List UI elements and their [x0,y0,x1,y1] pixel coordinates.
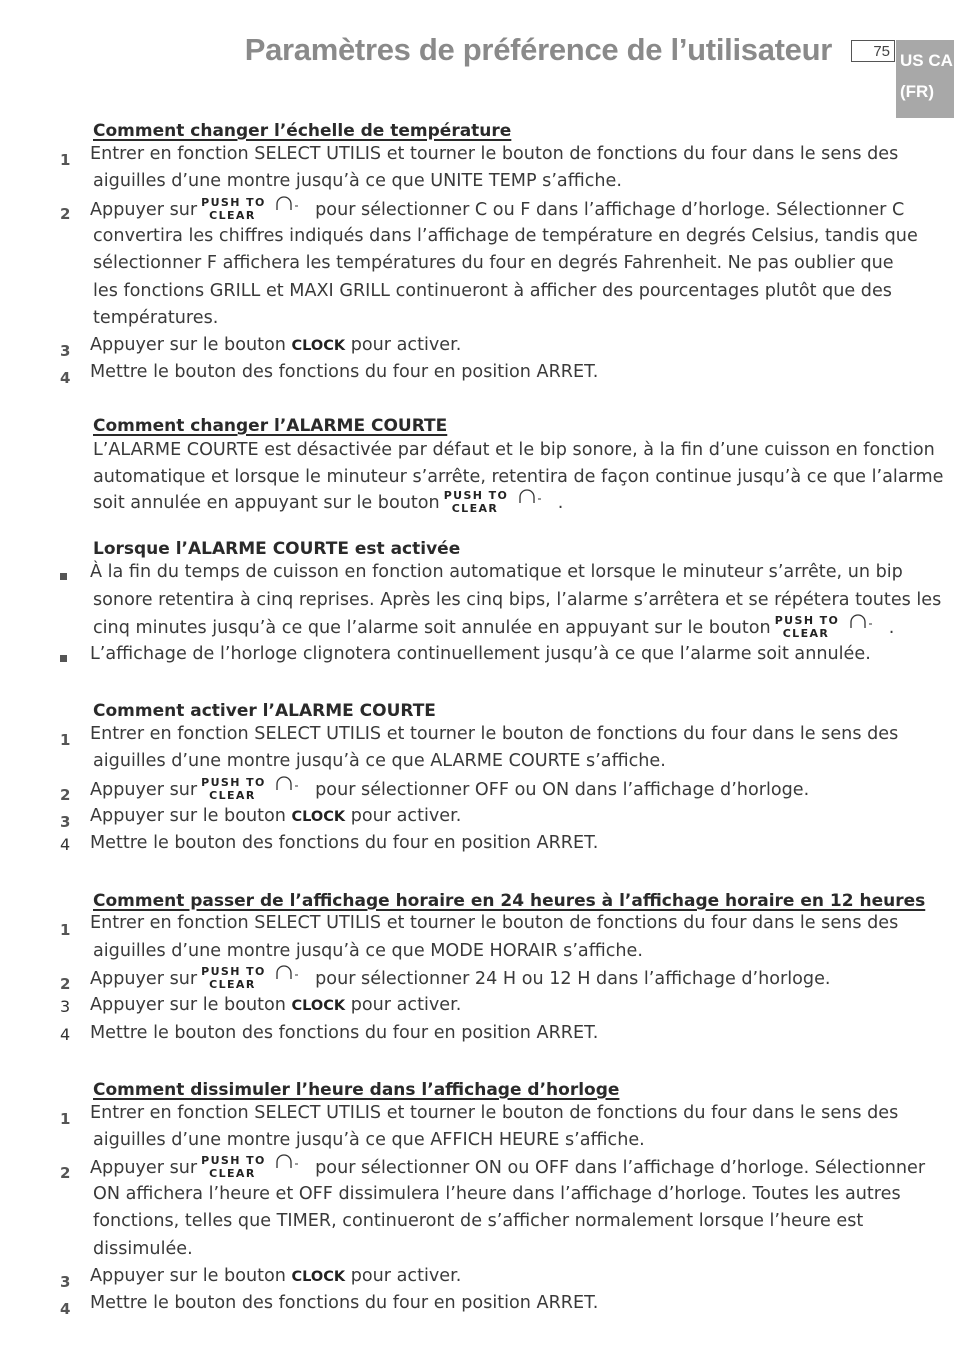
bullet-text: À la fin du temps de cuisson en fonction automatique et lorsque le minuteur s’arrête, un bip [90,562,903,582]
step-text: les fonctions GRILL et MAXI GRILL continueront à afficher des pourcentages plutôt que des [93,281,892,301]
bullet-marker [60,573,67,580]
step-text: aiguilles d’une montre jusqu’à ce que MODE HORAIR s’affiche. [93,941,643,961]
step-text: Appuyer sur PUSH TO CLEAR pour sélectionner C ou F dans l’affichage d’horloge. Sélectionner C [90,196,905,222]
step-text: Appuyer sur PUSH TO CLEAR pour sélectionner 24 H ou 12 H dans l’affichage d’horloge. [90,965,831,991]
step-number: 4 [60,369,71,387]
page-number: 75 [851,40,895,62]
step-text: Mettre le bouton des fonctions du four en position ARRET. [90,1023,599,1043]
step-number: 1 [60,1110,71,1128]
section-heading-temperature-scale: Comment changer l’échelle de température [93,121,512,141]
paragraph-text: L’ALARME COURTE est désactivée par défaut et le bip sonore, à la fin d’une cuisson en fonction [93,440,935,460]
step-text: Appuyer sur le bouton CLOCK pour activer. [90,335,462,355]
step-text: convertira les chiffres indiqués dans l’affichage de température en degrés Celsius, tandis que [93,226,918,246]
step-text: Appuyer sur PUSH TO CLEAR pour sélectionner ON ou OFF dans l’affichage d’horloge. Sélectionner [90,1154,926,1180]
step-text: ON affichera l’heure et OFF dissimulera l’heure dans l’affichage d’horloge. Toutes les autres [93,1184,901,1204]
step-text: températures. [93,308,219,328]
section-heading-activate-short-alarm: Comment activer l’ALARME COURTE [93,701,436,721]
step-text: aiguilles d’une montre jusqu’à ce que ALARME COURTE s’affiche. [93,751,666,771]
push-to-clear-icon: PUSH TO CLEAR [201,965,311,993]
push-to-clear-icon: PUSH TO CLEAR [444,489,554,517]
bullet-text: cinq minutes jusqu’à ce que l’alarme soit annulée en appuyant sur le bouton PUSH TO CLEAR . [93,614,895,640]
step-number: 2 [60,1164,71,1182]
region-tab [896,40,954,118]
step-number: 3 [60,342,71,360]
step-text: Mettre le bouton des fonctions du four en position ARRET. [90,362,599,382]
step-number: 4 [60,1025,71,1044]
push-to-clear-icon: PUSH TO CLEAR [775,614,885,642]
section-heading-change-short-alarm: Comment changer l’ALARME COURTE [93,416,448,436]
push-to-clear-icon: PUSH TO CLEAR [201,1154,311,1182]
step-number: 3 [60,1273,71,1291]
step-text: Entrer en fonction SELECT UTILIS et tourner le bouton de fonctions du four dans le sens des [90,1103,899,1123]
clock-button-label: CLOCK [291,1269,346,1285]
clock-button-label: CLOCK [291,998,346,1014]
bullet-text: L’affichage de l’horloge clignotera continuellement jusqu’à ce que l’alarme soit annulée. [90,644,871,664]
page-title: Paramètres de préférence de l’utilisateur [244,32,832,67]
bullet-marker [60,655,67,662]
step-number: 2 [60,205,71,223]
bullet-text: sonore retentira à cinq reprises. Après les cinq bips, l’alarme s’arrêtera et se répétera toutes les [93,590,942,610]
push-to-clear-icon: PUSH TO CLEAR [201,196,311,224]
step-text: Appuyer sur PUSH TO CLEAR pour sélectionner OFF ou ON dans l’affichage d’horloge. [90,776,810,802]
step-number: 4 [60,835,71,854]
step-text: Entrer en fonction SELECT UTILIS et tourner le bouton de fonctions du four dans le sens des [90,144,899,164]
step-number: 2 [60,786,71,804]
step-text: dissimulée. [93,1239,193,1259]
step-text: aiguilles d’une montre jusqu’à ce que UNITE TEMP s’affiche. [93,171,622,191]
step-text: Appuyer sur le bouton CLOCK pour activer. [90,995,462,1015]
section-heading-hide-time: Comment dissimuler l’heure dans l’affichage d’horloge [93,1080,620,1100]
step-text: fonctions, telles que TIMER, continueront de s’afficher normalement lorsque l’heure est [93,1211,864,1231]
push-to-clear-icon: PUSH TO CLEAR [201,776,311,804]
step-number: 1 [60,921,71,939]
paragraph-text: automatique et lorsque le minuteur s’arrête, retentira de façon continue jusqu’à ce que l’alarme [93,467,944,487]
section-heading-short-alarm-active: Lorsque l’ALARME COURTE est activée [93,539,461,559]
clock-button-label: CLOCK [291,809,346,825]
step-text: Mettre le bouton des fonctions du four en position ARRET. [90,833,599,853]
step-number: 1 [60,151,71,169]
step-number: 2 [60,975,71,993]
step-number: 4 [60,1300,71,1318]
section-heading-24h-12h: Comment passer de l’affichage horaire en 24 heures à l’affichage horaire en 12 heures [93,891,926,911]
language-label: (FR) [900,82,934,101]
step-text: Appuyer sur le bouton CLOCK pour activer. [90,806,462,826]
region-label: US CA [900,51,953,70]
step-text: aiguilles d’une montre jusqu’à ce que AFFICH HEURE s’affiche. [93,1130,645,1150]
paragraph-text: soit annulée en appuyant sur le bouton PUSH TO CLEAR . [93,489,564,515]
step-text: Entrer en fonction SELECT UTILIS et tourner le bouton de fonctions du four dans le sens des [90,913,899,933]
step-number: 1 [60,731,71,749]
step-text: Entrer en fonction SELECT UTILIS et tourner le bouton de fonctions du four dans le sens des [90,724,899,744]
step-number: 3 [60,813,71,831]
clock-button-label: CLOCK [291,338,346,354]
step-text: Appuyer sur le bouton CLOCK pour activer. [90,1266,462,1286]
step-number: 3 [60,997,71,1016]
step-text: Mettre le bouton des fonctions du four en position ARRET. [90,1293,599,1313]
step-text: sélectionner F affichera les températures du four en degrés Fahrenheit. Ne pas oublier que [93,253,894,273]
